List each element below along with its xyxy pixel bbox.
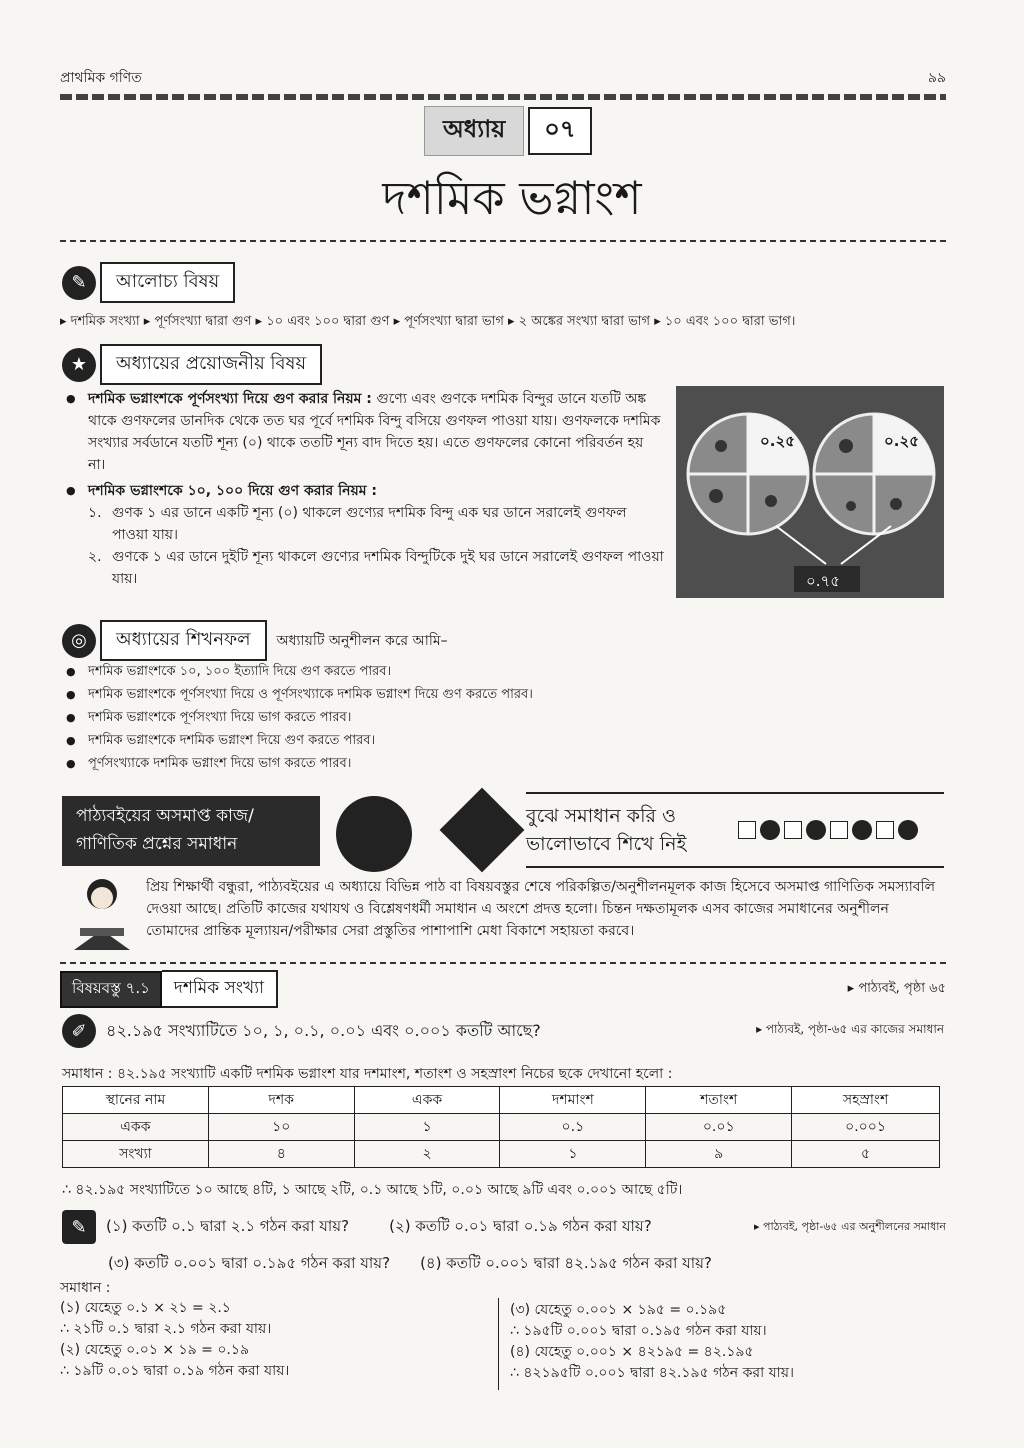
topic-name: দশমিক সংখ্যা [162, 970, 278, 1008]
table-header: দশমাংশ [500, 1087, 646, 1114]
topic-ref: ▸ পাঠ্যবই, পৃষ্ঠা ৬৫ [847, 980, 946, 996]
checkbox-icon [830, 821, 848, 839]
star-icon: ★ [62, 348, 96, 382]
question1-row [62, 1014, 944, 1048]
gear-icon [336, 796, 412, 872]
rule1-title: দশমিক ভগ্নাংশকে পূর্ণসংখ্যা দিয়ে গুণ করার নিয়ম : [88, 391, 372, 407]
table-cell: ০.০০১ [792, 1114, 940, 1141]
rule2-item: ১. গুণক ১ এর ডানে একটি শূন্য (০) থাকলে গুণ্যের দশমিক বিন্দু এক ঘর ডানে সরালেই গুণফল পাওয়া যায়। [88, 505, 627, 543]
question2-q1: (১) কতটি ০.১ দ্বারা ২.১ গঠন করা যায়? [106, 1216, 350, 1235]
column-divider [498, 1298, 499, 1390]
discussion-topics: ▸ দশমিক সংখ্যা ▸ পূর্ণসংখ্যা দ্বারা গুণ ▸ ১০ এবং ১০০ দ্বারা গুণ ▸ পূর্ণসংখ্যা দ্বারা ভাগ ▸ ২ অঙ্কের সংখ্যা দ্বারা ভাগ ▸ ১০ এবং ১০০ দ্বারা ভাগ। [60, 314, 796, 329]
outcome-item: ● দশমিক ভগ্নাংশকে ১০, ১০০ ইত্যাদি দিয়ে গুণ করতে পারব। [66, 660, 946, 683]
glyph-row [738, 820, 918, 840]
outcomes-header [62, 620, 448, 661]
table-cell: সংখ্যা [63, 1141, 209, 1168]
checkbox-icon [876, 821, 894, 839]
notebook-icon: ✎ [62, 1210, 96, 1244]
banner-right-line2: ভালোভাবে শিখে নিই [526, 833, 687, 855]
discussion-label: আলোচ্য বিষয় [100, 262, 235, 303]
table-cell: ০.১ [500, 1114, 646, 1141]
solution-line: ∴ ২১টি ০.১ দ্বারা ২.১ গঠন করা যায়। [60, 1321, 272, 1337]
table-cell: ১০ [208, 1114, 354, 1141]
pizza-label-left: ০.২৫ [760, 432, 795, 450]
rule1-text: গুণ্যে এবং গুণকে দশমিক বিন্দুর ডানে যতটি অঙ্ক থাকে গুণফলের ডানদিক থেকে তত ঘর পূর্বে দশমিক বিন্দু বসিয়ে গুণফল পাওয়া যায়। গুণফলকে দশমিক সংখ্যার সর্বডানে যতটি শূন্য (০) থাকে ততটি শূন্য বাদ দিতে হয়। এতে গুণফলের কোনো পরিবর্তন হয় না। [88, 391, 661, 473]
chapter-number: ০৭ [528, 107, 591, 155]
question1-text: ৪২.১৯৫ সংখ্যাটিতে ১০, ১, ০.১, ০.০১ এবং ০.০০১ কতটি আছে? [106, 1020, 541, 1040]
solution-line: (২) যেহেতু ০.০১ × ১৯ = ০.১৯ [60, 1342, 250, 1358]
student-reading-icon [60, 874, 144, 954]
solution-line: ∴ ৪২১৯৫টি ০.০০১ দ্বারা ৪২.১৯৫ গঠন করা যায়। [510, 1365, 794, 1381]
hand-icon [440, 788, 525, 873]
question1-conclusion: ∴ ৪২.১৯৫ সংখ্যাটিতে ১০ আছে ৪টি, ১ আছে ২টি, ০.১ আছে ১টি, ০.০১ আছে ৯টি এবং ০.০০১ আছে ৫টি। [62, 1182, 683, 1198]
globe-icon [852, 820, 872, 840]
question2-q3: (৩) কতটি ০.০০১ দ্বারা ০.১৯৫ গঠন করা যায়? [108, 1254, 391, 1272]
checkbox-icon [784, 821, 802, 839]
pizza-illustration [676, 386, 944, 598]
question2-ref: ▸ পাঠ্যবই, পৃষ্ঠা-৬৫ এর অনুশীলনের সমাধান [753, 1219, 946, 1233]
solution-left [60, 1298, 490, 1382]
rule2 [66, 480, 664, 502]
table-header: স্থানের নাম [63, 1087, 209, 1114]
rule2-list [66, 502, 664, 590]
outcome-item: ● দশমিক ভগ্নাংশকে পূর্ণসংখ্যা দিয়ে ও পূর্ণসংখ্যাকে দশমিক ভগ্নাংশ দিয়ে গুণ করতে পারব। [66, 683, 946, 706]
required-header [62, 344, 322, 385]
chapter-title: দশমিক ভগ্নাংশ [382, 171, 642, 225]
table-cell: ৪ [208, 1141, 354, 1168]
chapter-badge [424, 106, 592, 156]
banner-right-text [526, 802, 726, 858]
table-header-row [63, 1087, 940, 1114]
pen-icon: ✎ [62, 266, 96, 300]
book-title: প্রাথমিক গণিত [60, 70, 142, 86]
outcome-item: ● পূর্ণসংখ্যাকে দশমিক ভগ্নাংশ দিয়ে ভাগ করতে পারব। [66, 752, 946, 775]
outcomes-label: অধ্যায়ের শিখনফল [100, 620, 267, 661]
question2-solution-label: সমাধান : [60, 1280, 111, 1296]
decorative-border [60, 94, 946, 100]
rule2-title: দশমিক ভগ্নাংশকে ১০, ১০০ দিয়ে গুণ করার নিয়ম : [88, 483, 377, 499]
chapter-word: অধ্যায় [424, 106, 524, 156]
place-value-table [62, 1086, 940, 1168]
checkbox-icon [738, 821, 756, 839]
banner-left [62, 796, 320, 866]
table-row [63, 1141, 940, 1168]
banner-left-line1: পাঠ্যবইয়ের অসমাপ্ত কাজ/ [76, 806, 254, 826]
solution-line: ∴ ১৯৫টি ০.০০১ দ্বারা ০.১৯৫ গঠন করা যায়। [510, 1323, 767, 1339]
outcomes-content [66, 660, 946, 775]
question1-solution-intro: সমাধান : ৪২.১৯৫ সংখ্যাটি একটি দশমিক ভগ্নাংশ যার দশমাংশ, শতাংশ ও সহস্রাংশ নিচের ছকে দেখানো হলো : [62, 1066, 673, 1082]
rule1 [66, 388, 664, 476]
table-row [63, 1114, 940, 1141]
banner-right-line1: বুঝে সমাধান করি ও [526, 805, 676, 827]
table-cell: ২ [354, 1141, 500, 1168]
banner-right [526, 792, 944, 868]
question2-q2: (২) কতটি ০.০১ দ্বারা ০.১৯ গঠন করা যায়? [389, 1216, 652, 1235]
pizza-image [676, 386, 944, 598]
solution-line: (১) যেহেতু ০.১ × ২১ = ২.১ [60, 1300, 231, 1316]
table-cell: ৫ [792, 1141, 940, 1168]
table-header: সহস্রাংশ [792, 1087, 940, 1114]
question2-q4: (৪) কতটি ০.০০১ দ্বারা ৪২.১৯৫ গঠন করা যায়? [420, 1254, 712, 1272]
table-header: দশক [208, 1087, 354, 1114]
solution-line: (৩) যেহেতু ০.০০১ × ১৯৫ = ০.১৯৫ [510, 1302, 727, 1318]
globe-icon [760, 820, 780, 840]
question2-row1 [62, 1210, 946, 1244]
topic-tag: বিষয়বস্তু ৭.১ [60, 971, 162, 1008]
table-cell: ৯ [646, 1141, 792, 1168]
table-cell: ০.০১ [646, 1114, 792, 1141]
discussion-header [62, 262, 235, 303]
solution-line: ∴ ১৯টি ০.০১ দ্বারা ০.১৯ গঠন করা যায়। [60, 1363, 290, 1379]
question2-row2 [108, 1252, 712, 1277]
rule2-item: ২. গুণকে ১ এর ডানে দুইটি শূন্য থাকলে গুণ্যের দশমিক বিন্দুটিকে দুই ঘর ডানে সরালেই গুণফল পাওয়া যায়। [88, 549, 664, 587]
pizza-label-sum: ০.৭৫ [806, 572, 841, 590]
page-number: ৯৯ [927, 70, 946, 86]
topic-bar [60, 970, 946, 1008]
required-content [66, 388, 664, 590]
target-icon: ◎ [62, 624, 96, 658]
outcome-item: ● দশমিক ভগ্নাংশকে দশমিক ভগ্নাংশ দিয়ে গুণ করতে পারব। [66, 729, 946, 752]
intro-text: প্রিয় শিক্ষার্থী বন্ধুরা, পাঠ্যবইয়ের এ অধ্যায়ে বিভিন্ন পাঠ বা বিষয়বস্তুর শেষে পরিকল্পিত/অনুশীলনমূলক কাজ হিসেবে অসমাপ্ত গাণিতিক সমস্যাবলি দেওয়া আছে। প্রতিটি কাজের যথাযথ ও বিশ্লেষণধর্মী সমাধান এ অংশে প্রদত্ত হলো। চিন্তন দক্ষতামূলক এসব কাজের সমাধানের অনুশীলন তোমাদের প্রান্তিক মূল্যায়ন/পরীক্ষার সেরা প্রস্তুতির পাশাপাশি মেধা বিকাশে সহায়তা করবে। [146, 879, 936, 939]
outcomes-lead: অধ্যায়টি অনুশীলন করে আমি– [276, 632, 448, 649]
pizza-label-right: ০.২৫ [884, 432, 919, 450]
globe-icon [806, 820, 826, 840]
table-cell: ১ [354, 1114, 500, 1141]
solution-line: (৪) যেহেতু ০.০০১ × ৪২১৯৫ = ৪২.১৯৫ [510, 1344, 754, 1360]
table-cell: একক [63, 1114, 209, 1141]
page-header [60, 66, 946, 90]
divider [60, 240, 946, 242]
table-header: একক [354, 1087, 500, 1114]
table-cell: ১ [500, 1141, 646, 1168]
question1-ref: ▸ পাঠ্যবই, পৃষ্ঠা-৬৫ এর কাজের সমাধান [756, 1022, 944, 1036]
banner-left-line2: গাণিতিক প্রশ্নের সমাধান [76, 834, 238, 854]
required-label: অধ্যায়ের প্রয়োজনীয় বিষয় [100, 344, 322, 385]
table-header: শতাংশ [646, 1087, 792, 1114]
globe-icon [898, 820, 918, 840]
pencil-icon: ✐ [62, 1014, 96, 1048]
divider [60, 962, 946, 964]
outcome-item: ● দশমিক ভগ্নাংশকে পূর্ণসংখ্যা দিয়ে ভাগ করতে পারব। [66, 706, 946, 729]
solution-right [510, 1300, 946, 1384]
